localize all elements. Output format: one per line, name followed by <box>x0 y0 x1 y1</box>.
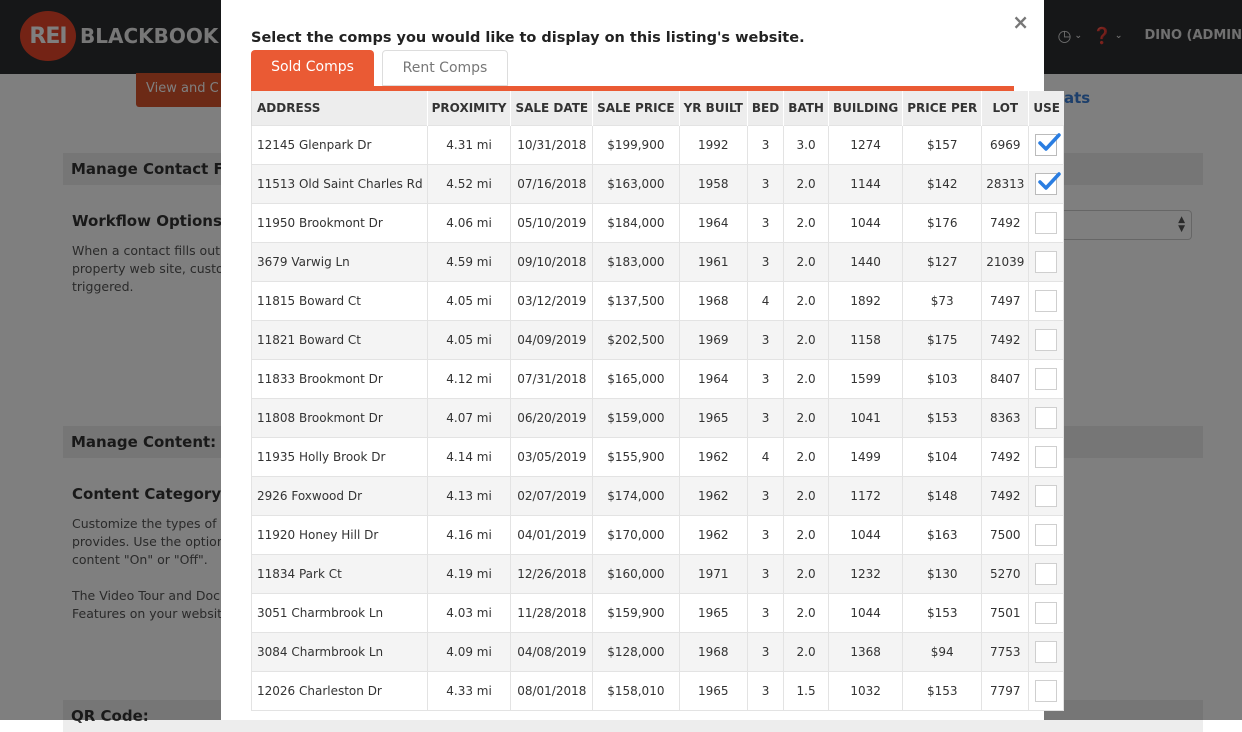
cell-use <box>1029 164 1064 203</box>
table-row <box>252 164 1064 203</box>
cell-bed: 3 <box>747 359 783 398</box>
cell-yr-built: 1969 <box>679 320 747 359</box>
table-row <box>252 671 1064 710</box>
cell-building: 1044 <box>828 203 902 242</box>
cell-bath: 2.0 <box>784 437 829 476</box>
cell-proximity: 4.59 mi <box>427 242 511 281</box>
cell-proximity: 4.03 mi <box>427 593 511 632</box>
table-row <box>252 320 1064 359</box>
cell-sale-date: 09/10/2018 <box>511 242 593 281</box>
table-row <box>252 476 1064 515</box>
col-use[interactable]: USE <box>1029 91 1064 125</box>
cell-bath: 2.0 <box>784 632 829 671</box>
cell-proximity: 4.13 mi <box>427 476 511 515</box>
cell-building: 1158 <box>828 320 902 359</box>
cell-lot: 5270 <box>982 554 1029 593</box>
checkmark-icon <box>1037 169 1061 193</box>
use-checkbox[interactable] <box>1035 485 1057 507</box>
cell-bed: 3 <box>747 242 783 281</box>
cell-lot: 7492 <box>982 476 1029 515</box>
cell-sale-price: $159,900 <box>593 593 679 632</box>
table-row <box>252 554 1064 593</box>
table-row <box>252 359 1064 398</box>
cell-lot: 8363 <box>982 398 1029 437</box>
cell-sale-date: 04/01/2019 <box>511 515 593 554</box>
cell-lot: 21039 <box>982 242 1029 281</box>
cell-bed: 3 <box>747 203 783 242</box>
cell-price-per: $130 <box>903 554 982 593</box>
cell-sale-price: $160,000 <box>593 554 679 593</box>
cell-bed: 3 <box>747 593 783 632</box>
cell-bath: 2.0 <box>784 476 829 515</box>
cell-sale-price: $170,000 <box>593 515 679 554</box>
cell-bath: 3.0 <box>784 125 829 164</box>
cell-use <box>1029 281 1064 320</box>
cell-bed: 3 <box>747 554 783 593</box>
cell-bed: 3 <box>747 515 783 554</box>
modal-title: Select the comps you would like to display on this listing's website. <box>251 30 805 46</box>
cell-bath: 2.0 <box>784 242 829 281</box>
col-sale-date[interactable]: SALE DATE <box>511 91 593 125</box>
cell-price-per: $148 <box>903 476 982 515</box>
cell-sale-date: 03/05/2019 <box>511 437 593 476</box>
cell-sale-price: $174,000 <box>593 476 679 515</box>
cell-proximity: 4.16 mi <box>427 515 511 554</box>
cell-proximity: 4.05 mi <box>427 320 511 359</box>
cell-use <box>1029 437 1064 476</box>
cell-building: 1172 <box>828 476 902 515</box>
cell-bed: 3 <box>747 671 783 710</box>
cell-proximity: 4.52 mi <box>427 164 511 203</box>
cell-bed: 3 <box>747 164 783 203</box>
cell-bath: 1.5 <box>784 671 829 710</box>
cell-bed: 4 <box>747 437 783 476</box>
cell-bath: 2.0 <box>784 203 829 242</box>
cell-use <box>1029 476 1064 515</box>
comps-modal <box>221 0 1060 720</box>
cell-sale-price: $183,000 <box>593 242 679 281</box>
cell-price-per: $176 <box>903 203 982 242</box>
cell-sale-date: 06/20/2019 <box>511 398 593 437</box>
cell-address: 2926 Foxwood Dr <box>252 476 428 515</box>
cell-building: 1274 <box>828 125 902 164</box>
cell-yr-built: 1962 <box>679 515 747 554</box>
table-row <box>252 203 1064 242</box>
cell-sale-price: $184,000 <box>593 203 679 242</box>
col-proximity[interactable]: PROXIMITY <box>427 91 511 125</box>
table-row <box>252 398 1064 437</box>
cell-proximity: 4.05 mi <box>427 281 511 320</box>
cell-address: 11815 Boward Ct <box>252 281 428 320</box>
use-checkbox[interactable] <box>1035 524 1057 546</box>
use-checkbox[interactable] <box>1035 368 1057 390</box>
cell-bath: 2.0 <box>784 320 829 359</box>
cell-sale-date: 04/09/2019 <box>511 320 593 359</box>
cell-sale-date: 07/31/2018 <box>511 359 593 398</box>
cell-sale-date: 07/16/2018 <box>511 164 593 203</box>
cell-yr-built: 1992 <box>679 125 747 164</box>
cell-price-per: $153 <box>903 671 982 710</box>
cell-address: 11834 Park Ct <box>252 554 428 593</box>
cell-address: 11821 Boward Ct <box>252 320 428 359</box>
cell-lot: 7753 <box>982 632 1029 671</box>
cell-yr-built: 1964 <box>679 359 747 398</box>
cell-lot: 7500 <box>982 515 1029 554</box>
cell-sale-price: $155,900 <box>593 437 679 476</box>
table-row <box>252 242 1064 281</box>
cell-building: 1440 <box>828 242 902 281</box>
cell-sale-price: $159,000 <box>593 398 679 437</box>
col-bed[interactable]: BED <box>747 91 783 125</box>
cell-address: 3084 Charmbrook Ln <box>252 632 428 671</box>
cell-bath: 2.0 <box>784 515 829 554</box>
cell-sale-price: $128,000 <box>593 632 679 671</box>
cell-price-per: $163 <box>903 515 982 554</box>
cell-sale-date: 08/01/2018 <box>511 671 593 710</box>
cell-lot: 8407 <box>982 359 1029 398</box>
use-checkbox[interactable] <box>1035 212 1057 234</box>
cell-lot: 7492 <box>982 437 1029 476</box>
tab-sold-comps[interactable]: Sold Comps <box>251 50 374 86</box>
cell-price-per: $175 <box>903 320 982 359</box>
cell-price-per: $127 <box>903 242 982 281</box>
cell-yr-built: 1965 <box>679 671 747 710</box>
cell-sale-price: $165,000 <box>593 359 679 398</box>
cell-building: 1232 <box>828 554 902 593</box>
cell-sale-price: $163,000 <box>593 164 679 203</box>
col-building[interactable]: BUILDING <box>828 91 902 125</box>
cell-bed: 3 <box>747 476 783 515</box>
cell-proximity: 4.33 mi <box>427 671 511 710</box>
use-checkbox[interactable] <box>1035 602 1057 624</box>
use-checkbox[interactable] <box>1035 407 1057 429</box>
use-checkbox[interactable] <box>1035 563 1057 585</box>
cell-price-per: $73 <box>903 281 982 320</box>
col-sale-price[interactable]: SALE PRICE <box>593 91 679 125</box>
cell-bath: 2.0 <box>784 281 829 320</box>
cell-proximity: 4.09 mi <box>427 632 511 671</box>
cell-sale-date: 11/28/2018 <box>511 593 593 632</box>
col-price-per[interactable]: PRICE PER <box>903 91 982 125</box>
cell-use <box>1029 320 1064 359</box>
cell-use <box>1029 554 1064 593</box>
cell-bath: 2.0 <box>784 554 829 593</box>
cell-proximity: 4.12 mi <box>427 359 511 398</box>
cell-yr-built: 1971 <box>679 554 747 593</box>
cell-yr-built: 1961 <box>679 242 747 281</box>
cell-use <box>1029 125 1064 164</box>
cell-proximity: 4.14 mi <box>427 437 511 476</box>
cell-yr-built: 1965 <box>679 398 747 437</box>
use-checkbox[interactable] <box>1035 329 1057 351</box>
cell-use <box>1029 593 1064 632</box>
cell-sale-price: $202,500 <box>593 320 679 359</box>
cell-building: 1041 <box>828 398 902 437</box>
cell-address: 11513 Old Saint Charles Rd <box>252 164 428 203</box>
cell-bath: 2.0 <box>784 398 829 437</box>
use-checkbox[interactable] <box>1035 641 1057 663</box>
cell-building: 1032 <box>828 671 902 710</box>
cell-lot: 7492 <box>982 203 1029 242</box>
cell-address: 11935 Holly Brook Dr <box>252 437 428 476</box>
close-icon[interactable]: × <box>1012 10 1029 34</box>
cell-use <box>1029 203 1064 242</box>
cell-building: 1044 <box>828 515 902 554</box>
cell-address: 11833 Brookmont Dr <box>252 359 428 398</box>
cell-bed: 4 <box>747 281 783 320</box>
table-header-row <box>252 91 1064 125</box>
cell-bed: 3 <box>747 398 783 437</box>
cell-building: 1368 <box>828 632 902 671</box>
cell-price-per: $142 <box>903 164 982 203</box>
checkmark-icon <box>1037 130 1061 154</box>
cell-building: 1144 <box>828 164 902 203</box>
use-checkbox[interactable] <box>1035 446 1057 468</box>
cell-building: 1499 <box>828 437 902 476</box>
use-checkbox[interactable] <box>1035 173 1057 195</box>
cell-sale-price: $137,500 <box>593 281 679 320</box>
col-lot[interactable]: LOT <box>982 91 1029 125</box>
cell-sale-price: $199,900 <box>593 125 679 164</box>
cell-address: 3051 Charmbrook Ln <box>252 593 428 632</box>
cell-building: 1044 <box>828 593 902 632</box>
table-row <box>252 515 1064 554</box>
tab-rent-comps[interactable]: Rent Comps <box>382 50 508 86</box>
cell-use <box>1029 515 1064 554</box>
cell-sale-date: 12/26/2018 <box>511 554 593 593</box>
cell-price-per: $153 <box>903 593 982 632</box>
cell-sale-date: 04/08/2019 <box>511 632 593 671</box>
cell-bed: 3 <box>747 320 783 359</box>
cell-address: 11950 Brookmont Dr <box>252 203 428 242</box>
cell-address: 12026 Charleston Dr <box>252 671 428 710</box>
cell-proximity: 4.07 mi <box>427 398 511 437</box>
cell-yr-built: 1965 <box>679 593 747 632</box>
use-checkbox[interactable] <box>1035 134 1057 156</box>
cell-price-per: $94 <box>903 632 982 671</box>
cell-yr-built: 1962 <box>679 437 747 476</box>
cell-yr-built: 1958 <box>679 164 747 203</box>
cell-lot: 28313 <box>982 164 1029 203</box>
cell-yr-built: 1968 <box>679 632 747 671</box>
cell-price-per: $103 <box>903 359 982 398</box>
cell-yr-built: 1962 <box>679 476 747 515</box>
cell-sale-price: $158,010 <box>593 671 679 710</box>
col-address[interactable]: ADDRESS <box>252 91 428 125</box>
cell-price-per: $157 <box>903 125 982 164</box>
cell-sale-date: 10/31/2018 <box>511 125 593 164</box>
cell-use <box>1029 359 1064 398</box>
cell-use <box>1029 398 1064 437</box>
cell-proximity: 4.06 mi <box>427 203 511 242</box>
cell-lot: 7497 <box>982 281 1029 320</box>
cell-bed: 3 <box>747 125 783 164</box>
table-row <box>252 632 1064 671</box>
cell-address: 11920 Honey Hill Dr <box>252 515 428 554</box>
cell-building: 1599 <box>828 359 902 398</box>
cell-use <box>1029 632 1064 671</box>
cell-bath: 2.0 <box>784 359 829 398</box>
cell-use <box>1029 242 1064 281</box>
cell-lot: 7797 <box>982 671 1029 710</box>
cell-sale-date: 05/10/2019 <box>511 203 593 242</box>
cell-building: 1892 <box>828 281 902 320</box>
cell-address: 3679 Varwig Ln <box>252 242 428 281</box>
cell-bath: 2.0 <box>784 593 829 632</box>
cell-yr-built: 1964 <box>679 203 747 242</box>
cell-bed: 3 <box>747 632 783 671</box>
cell-price-per: $104 <box>903 437 982 476</box>
cell-lot: 7492 <box>982 320 1029 359</box>
table-row <box>252 125 1064 164</box>
table-row <box>252 281 1064 320</box>
cell-lot: 7501 <box>982 593 1029 632</box>
col-yr-built[interactable]: YR BUILT <box>679 91 747 125</box>
cell-proximity: 4.31 mi <box>427 125 511 164</box>
cell-proximity: 4.19 mi <box>427 554 511 593</box>
comps-tabs <box>251 50 516 86</box>
cell-lot: 6969 <box>982 125 1029 164</box>
use-checkbox[interactable] <box>1035 251 1057 273</box>
cell-address: 11808 Brookmont Dr <box>252 398 428 437</box>
cell-bath: 2.0 <box>784 164 829 203</box>
cell-address: 12145 Glenpark Dr <box>252 125 428 164</box>
cell-sale-date: 02/07/2019 <box>511 476 593 515</box>
use-checkbox[interactable] <box>1035 680 1057 702</box>
table-row <box>252 593 1064 632</box>
table-row <box>252 437 1064 476</box>
cell-sale-date: 03/12/2019 <box>511 281 593 320</box>
use-checkbox[interactable] <box>1035 290 1057 312</box>
cell-yr-built: 1968 <box>679 281 747 320</box>
col-bath[interactable]: BATH <box>784 91 829 125</box>
cell-use <box>1029 671 1064 710</box>
comps-table <box>251 91 1064 711</box>
cell-price-per: $153 <box>903 398 982 437</box>
